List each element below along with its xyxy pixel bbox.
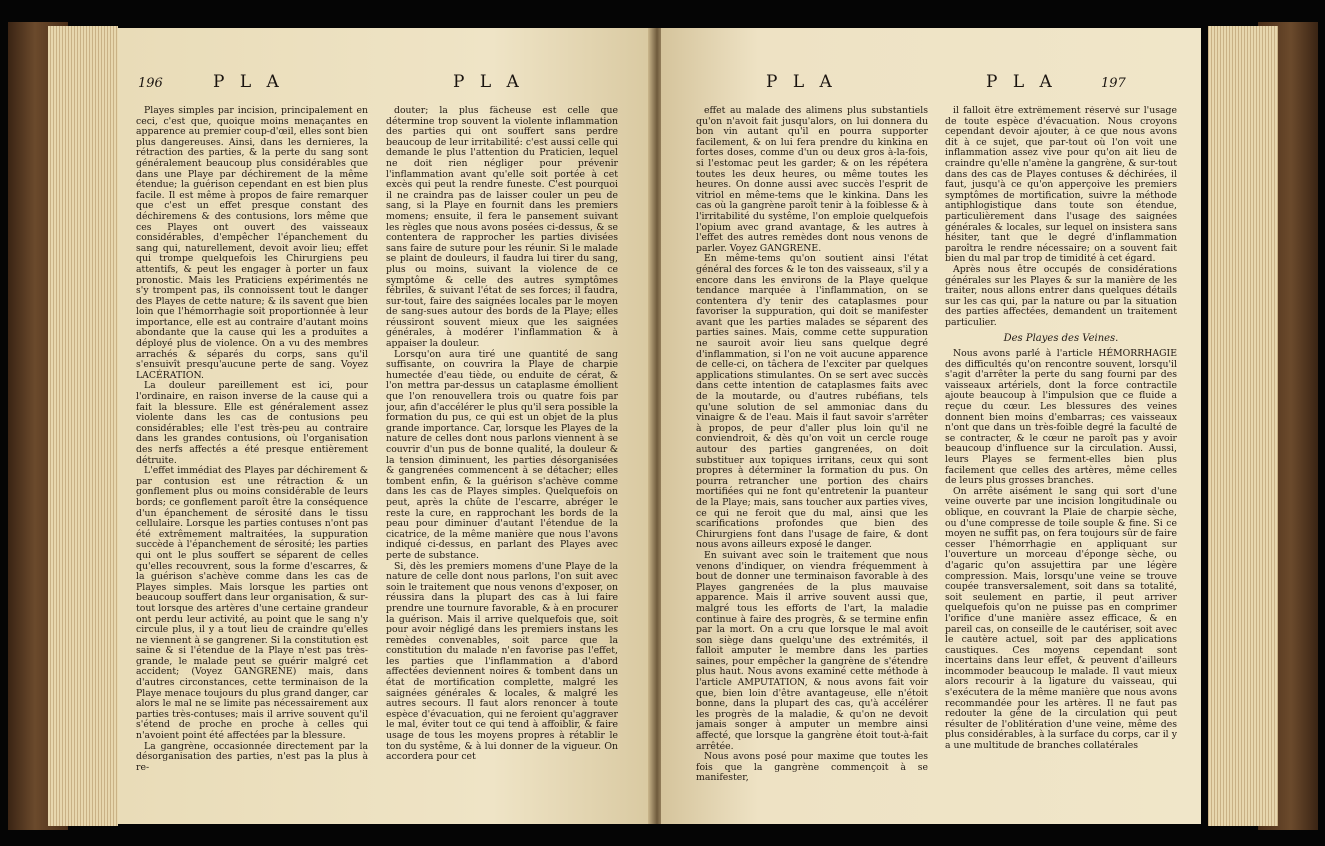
- running-head-left-2: P L A: [453, 72, 524, 92]
- paragraph: douter; la plus fâcheuse est celle que détermine trop souvent la violente inflammation des parties qui ont souffert sans perdre beaucoup de leur irritabilité: c'est aussi celle qui demande le plus l'attention du Praticien, lequel ne doit rien négliger pour prévenir l'inflammation avant qu'elle soit portée à cet excès qui peut la rendre funeste. C'est pourquoi il ne craindra pas de laisser couler un peu de sang, si la Playe en fournit dans les premiers momens; ensuite, il fera le pansement suivant les règles que nous avons posées ci-dessus, & se contentera de rapprocher les parties divisées sans faire de suture pour les réunir. Si le malade se plaint de douleurs, il faudra lui tirer du sang, plus ou moins, suivant la violence de ce symptôme & celle des autres symptômes fébriles, & suivant l'état de ses forces; il faudra, sur-tout, faire des saignées locales par le moyen de sang-sues autour des bords de la Playe; elles réussiront souvent mieux que les saignées générales, à modérer l'inflammation & à appaiser la douleur.: [386, 106, 618, 350]
- text-column: [945, 106, 1177, 811]
- paragraph: Après nous être occupés de considérations générales sur les Playes & sur la manière de les traiter, nous allons entrer dans quelques détails sur les cas qui, par la nature ou par la situation des parties affectées, demandent un traitement particulier.: [945, 263, 1177, 328]
- left-page-edges: [48, 26, 118, 826]
- paragraph: L'effet immédiat des Playes par déchirement & par contusion est une rétraction & un gonflement plus ou moins considérable de leurs bords; ce gonflement paroît être la conséquence d'un épanchement de sérosité dans le tissu cellulaire. Lorsque les parties contuses n'ont pas été extrêmement maltraitées, la suppuration succède à l'épanchement de sérosité; les parties qui ont le plus souffert se séparent de celles qu'elles recouvrent, sous la forme d'escarres, & la guérison s'achève comme dans les cas de Playes simples. Mais lorsque les parties ont beaucoup souffert dans leur organisation, & sur-tout lorsque des artères d'une certaine grandeur ont perdu leur activité, au point que le sang n'y circule plus, il y a tout lieu de craindre qu'elles ne viennent à se gangrener. Si la constitution est saine & si l'étendue de la Playe n'est pas très-grande, le malade peut se guérir malgré cet accident; (Voyez GANGRENE) mais, dans d'autres circonstances, cette terminaison de la Playe menace toujours du plus grand danger, car alors le mal ne se limite pas nécessairement aux parties très-contuses; mais il arrive souvent qu'il s'étend de proche en proche à celles qui n'avoient point été affectées par la blessure.: [136, 465, 368, 742]
- paragraph: Lorsqu'on aura tiré une quantité de sang suffisante, on couvrira la Playe de charpie humectée d'eau tiède, ou enduite de cérat, & l'on mettra par-dessus un cataplasme émollient que l'on renouvellera trois ou quatre fois par jour, afin d'accélérer le plus qu'il sera possible la formation du pus, ce qui est un objet de la plus grande importance. Car, lorsque les Playes de la nature de celles dont nous parlons viennent à se couvrir d'un pus de bonne qualité, la douleur & la tension diminuent, les parties désorganisées & gangrenées commencent à se détacher; elles tombent enfin, & la guérison s'achève comme dans les cas de Playes simples. Quelquefois on peut, après la chûte de l'escarre, abréger le reste la cure, en rapprochant les bords de la peau pour diminuer d'autant l'étendue de la cicatrice, de la même manière que nous l'avons indiqué ci-dessus, en parlant des Playes avec perte de substance.: [386, 348, 618, 561]
- page-number-left: 196: [138, 76, 163, 91]
- paragraph: On arrête aisément le sang qui sort d'une veine ouverte par une incision longitudinale ou oblique, en couvrant la Plaie de charpie sèche, ou d'une compresse de toile souple & fine. Si ce moyen ne suffit pas, on fera toujours sûr de faire cesser l'hémorrhagie en appliquant sur l'ouverture un morceau d'éponge sèche, ou d'agaric qu'on assujettira par une légère compression. Mais, lorsqu'une veine se trouve coupée transversalement, soit dans sa totalité, soit seulement en partie, il peut arriver quelquefois qu'on ne puisse pas en comprimer l'orifice d'une manière assez efficace, & en pareil cas, on conseille de le cautériser, soit avec le cautère actuel, soit par des applications caustiques. Ces moyens cependant sont incertains dans leur effet, & peuvent d'ailleurs incommoder beaucoup le malade. Il vaut mieux alors recourir à la ligature du vaisseau, qui s'exécutera de la même manière que nous avons recommandée pour les artères. Il ne faut pas redouter la gêne de la circulation qui peut résulter de l'oblitération d'une veine, même des plus considérables, à la surface du corps, car il y a une multitude de branches collatérales: [945, 485, 1177, 752]
- right-page-edges: [1208, 26, 1278, 826]
- paragraph: Nous avons posé pour maxime que toutes les fois que la gangrène commençoit à se manifester,: [696, 751, 928, 784]
- running-head-left-1: P L A: [213, 72, 284, 92]
- section-title: Des Playes des Veines.: [1003, 333, 1119, 345]
- left-page: [118, 28, 653, 824]
- text-column: [386, 106, 618, 811]
- paragraph: Si, dès les premiers momens d'une Playe de la nature de celle dont nous parlons, l'on suit avec soin le traitement que nous venons d'exposer, on réussira dans la plupart des cas à lui faire prendre une tournure favorable, & à en procurer la guérison. Mais il arrive quelquefois que, soit pour avoir négligé dans les premiers instans les remèdes convenables, soit parce que la constitution du malade n'en favorise pas l'effet, les parties que l'inflammation a d'abord affectées deviennent noires & tombent dans un état de mortification complette, malgré les saignées générales & locales, & malgré les autres secours. Il faut alors renoncer à toute espèce d'évacuation, qui ne feroient qu'aggraver le mal, éviter tout ce qui tend à affoiblir, & faire usage de tous les moyens propres à rétablir le ton du systême, & à lui donner de la vigueur. On accordera pour cet: [386, 560, 618, 763]
- paragraph: En suivant avec soin le traitement que nous venons d'indiquer, on viendra fréquemment à bout de donner une terminaison favorable à des Playes gangrenées de la plus mauvaise apparence. Mais il arrive souvent aussi que, malgré tous les efforts de l'art, la maladie continue à faire des progrès, & se termine enfin par la mort. On a cru que lorsque le mal avoit son siège dans quelqu'une des extrémités, il falloit amputer le membre dans les parties saines, pour empêcher la gangrène de s'étendre plus haut. Nous avons examiné cette méthode à l'article AMPUTATION, & nous avons fait voir que, bien loin d'être avantageuse, elle n'étoit bonne, dans la plupart des cas, qu'à accélérer les progrès de la maladie, & qu'on ne devoit jamais songer à amputer un membre ainsi affecté, que lorsque la gangrène étoit tout-à-fait arrêtée.: [696, 549, 928, 752]
- page-number-right: 197: [1101, 76, 1126, 91]
- paragraph: La gangrène, occasionnée directement par la désorganisation des parties, n'est pas la plus à re-: [136, 740, 368, 773]
- running-head-right-1: P L A: [766, 72, 837, 92]
- text-column: [136, 106, 368, 811]
- paragraph: Nous avons parlé à l'article HÉMORRHAGIE des difficultés qu'on rencontre souvent, lorsqu'il s'agit d'arrêter la perte du sang fourni par des vaisseaux artériels, dont la force contractile ajoute beaucoup à l'impulsion que ce fluide a reçue du cœur. Les blessures des veines donnent bien moins d'embarras; ces vaisseaux n'ont que dans un très-foible degré la faculté de se contracter, & le cœur ne paroît pas y avoir beaucoup d'influence sur la circulation. Aussi, leurs Playes se ferment-elles bien plus facilement que celles des artères, même celles de leurs plus grosses branches.: [945, 348, 1177, 487]
- paragraph: effet au malade des alimens plus substantiels qu'on n'avoit fait jusqu'alors, on lui donnera du bon vin autant qu'il en pourra supporter facilement, & on lui fera prendre du kinkina en fortes doses, comme d'un ou deux gros à-la-fois, si l'estomac peut les garder; & on les répétera toutes les deux heures, ou même toutes les heures. On donne aussi avec succès l'esprit de vitriol en même-tems que le kinkina. Dans les cas où la gangrène paroît tenir à la foiblesse & à l'irritabilité du systême, l'on emploie quelquefois l'opium avec grand avantage, & les autres à l'effet des autres remèdes dont nous venons de parler. Voyez GANGRENE.: [696, 106, 928, 254]
- right-page: [661, 28, 1201, 824]
- running-head-right-2: P L A: [986, 72, 1057, 92]
- open-book: [8, 22, 1318, 830]
- text-column: [696, 106, 928, 811]
- paragraph: il falloit être extrêmement réservé sur l'usage de toute espèce d'évacuation. Nous croyons cependant devoir ajouter, à ce que nous avons dit à ce sujet, que par-tout où l'on voit une inflammation assez vive pour qu'on ait lieu de craindre qu'elle n'amène la gangrène, & sur-tout dans des cas de Playes contuses & déchirées, il faut, jusqu'à ce qu'on apperçoive les premiers symptômes de mortification, suivre la méthode antiphlogistique dans toute son étendue, particulièrement dans l'usage des saignées générales & locales, sur lequel on insistera sans hésiter, tant que le degré d'inflammation paroîtra le rendre nécessaire; on a souvent fait bien du mal par trop de timidité à cet égard.: [945, 106, 1177, 265]
- paragraph: La douleur pareillement est ici, pour l'ordinaire, en raison inverse de la cause qui a fait la blessure. Elle est généralement assez violente dans les cas de contusions peu considérables; elle l'est très-peu au contraire dans les grandes contusions, où l'organisation des nerfs affectés a été presque entièrement détruite.: [136, 380, 368, 466]
- paragraph: En même-tems qu'on soutient ainsi l'état général des forces & le ton des vaisseaux, s'il y a encore dans les environs de la Playe quelque tendance marquée à l'inflammation, on se contentera d'y tenir des cataplasmes pour favoriser la suppuration, qui doit se manifester avant que les parties malades se séparent des parties saines. Mais, comme cette suppuration ne sauroit avoir lieu sans quelque degré d'inflammation, si l'on ne voit aucune apparence de celle-ci, on tâchera de l'exciter par quelques applications stimulantes. On se sert avec succès dans cette intention de cataplasmes faits avec de la moutarde, ou d'autres rubéfians, tels qu'une solution de sel ammoniac dans du vinaigre & de l'eau. Mais il faut savoir s'arrêter à propos, de peur d'aller plus loin qu'il ne conviendroit, & dès qu'on voit un cercle rouge autour des parties gangrenées, on doit substituer aux topiques irritans, ceux qui sont propres à déterminer la formation du pus. On pourra retrancher une portion des chairs mortifiées qui ne font qu'entretenir la puanteur de la Playe; mais, sans toucher aux parties vives, ce qui ne feroit que du mal, ainsi que les scarifications profondes que bien des Chirurgiens font dans l'usage de faire, & dont nous avons ailleurs exposé le danger.: [696, 253, 928, 551]
- paragraph: Playes simples par incision, principalement en ceci, c'est que, quoique moins menaçantes en apparence au premier coup-d'œil, elles sont bien plus dangereuses. Ainsi, dans les dernieres, la rétraction des parties, & la perte du sang sont généralement beaucoup plus considérables que dans une Playe par déchirement de la même étendue; la guérison cependant en est bien plus facile. Il est même à propos de faire remarquer que c'est un effet presque constant des déchiremens & des contusions, lors même que ces Playes ont ouvert des vaisseaux considérables, d'empêcher l'épanchement du sang qui, naturellement, devoit avoir lieu; effet qui trompe quelquefois les Chirurgiens peu attentifs, & peut les engager à porter un faux pronostic. Mais les Praticiens expérimentés ne s'y trompent pas, ils connoissent tout le danger des Playes de cette nature; & ils savent que bien loin que l'hémorrhagie soit proportionnée à leur importance, elle est au contraire d'autant moins abondante que la cause qui les a produites a déployé plus de violence. On a vu des membres arrachés & séparés du corps, sans qu'il s'ensuivît presqu'aucune perte de sang. Voyez LACÉRATION.: [136, 106, 368, 381]
